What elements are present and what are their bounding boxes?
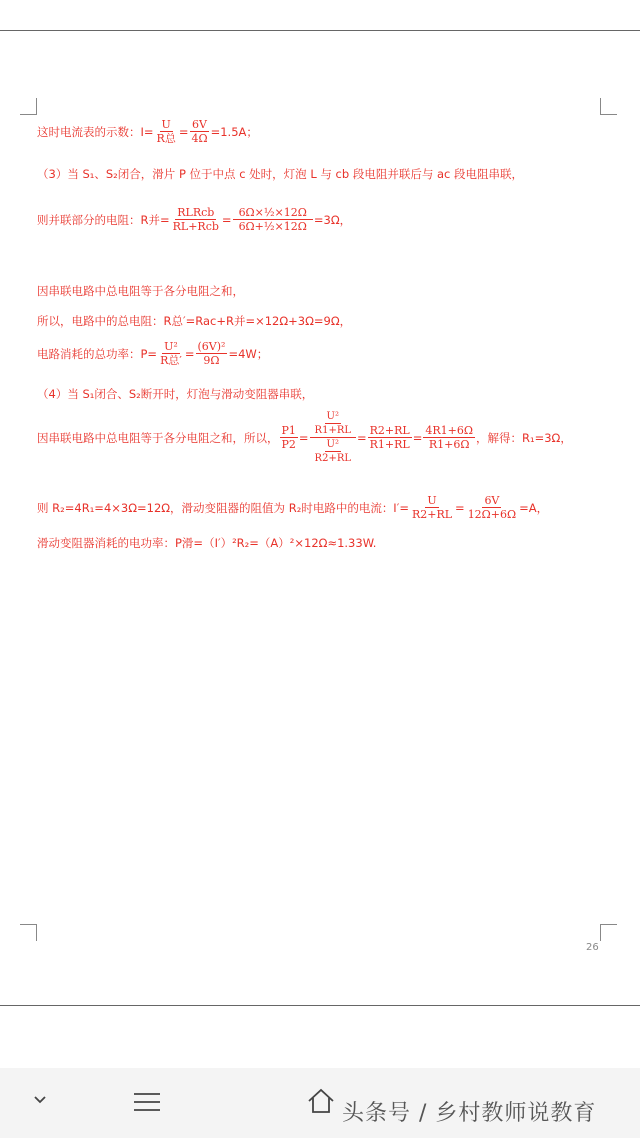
text: 则 R₂=4R₁=4×3Ω=12Ω，滑动变阻器的阻值为 R₂时电路中的电流：I′=: [37, 500, 409, 515]
line-series-rule: [37, 283, 244, 299]
text: =: [184, 346, 195, 361]
denominator: R总: [156, 132, 176, 145]
denominator: R1+6Ω: [428, 438, 470, 451]
fraction: [410, 494, 454, 521]
numerator: U: [161, 118, 171, 131]
text: =4W；: [228, 346, 269, 361]
line-ammeter-reading: [37, 118, 258, 145]
text: =: [412, 430, 423, 445]
line-total-power: [37, 340, 268, 367]
fraction: [313, 438, 353, 465]
denominator: 12Ω+6Ω: [467, 508, 517, 521]
crop-mark-bottom-right: [600, 924, 617, 941]
denominator: R总′: [160, 354, 182, 367]
fraction: [189, 118, 209, 145]
fraction: [158, 340, 184, 367]
text: 这时电流表的示数：: [37, 124, 141, 139]
text: 电路消耗的总功率：P=: [37, 346, 158, 361]
watermark: 头条号 / 乡村教师说教育: [342, 1101, 597, 1126]
text: 滑动变阻器消耗的电功率：P滑=（I′）²R₂=（A）²×12Ω≈1.33W.: [37, 536, 377, 550]
line-total-resistance: [37, 313, 351, 329]
numerator: R2+RL: [369, 424, 410, 437]
numerator: U²: [326, 411, 339, 422]
text: 因串联电路中总电阻等于各分电阻之和，: [37, 284, 244, 298]
fraction: [368, 424, 412, 451]
numerator: P1: [281, 424, 296, 437]
numerator: [310, 410, 356, 438]
numerator: 4R1+6Ω: [425, 424, 473, 437]
text: =: [221, 212, 232, 227]
denominator: 4Ω: [191, 132, 208, 145]
denominator: R1+RL: [369, 438, 410, 451]
fraction: [423, 424, 475, 451]
text: =A，: [519, 500, 549, 515]
fraction: [280, 424, 298, 451]
denominator: 6Ω+½×12Ω: [238, 220, 307, 233]
page-number: 26: [586, 942, 599, 953]
text: =: [178, 124, 189, 139]
numerator: U²: [326, 439, 339, 450]
text: =: [455, 500, 465, 515]
chevron-down-icon[interactable]: [30, 1090, 50, 1115]
numerator: 6V: [192, 118, 207, 131]
line-current: [37, 494, 548, 521]
denominator: P2: [281, 438, 296, 451]
denominator: R2+RL: [411, 508, 453, 521]
crop-mark-bottom-left: [20, 924, 37, 941]
menu-icon[interactable]: [132, 1090, 162, 1119]
text: 则并联部分的电阻：R并=: [37, 212, 170, 227]
text: =3Ω，: [313, 212, 352, 227]
text: （3）当 S₁、S₂闭合，滑片 P 位于中点 c 处时，灯泡 L 与 cb 段电阻并联后与 ac 段电阻串联，: [37, 167, 524, 181]
numerator: U: [427, 494, 437, 507]
text: =: [357, 430, 367, 445]
numerator: 6V: [484, 494, 500, 507]
text: ，解得：R₁=3Ω，: [476, 430, 572, 445]
crop-mark-top-left: [20, 98, 37, 115]
line-rheostat-power: [37, 535, 376, 551]
fraction: [466, 494, 518, 521]
numerator: (6V)²: [197, 340, 226, 353]
denominator: R1+RL: [314, 425, 351, 436]
fraction: [233, 206, 313, 233]
home-icon[interactable]: [306, 1086, 336, 1121]
compound-fraction: [310, 410, 356, 465]
text: 因串联电路中总电阻等于各分电阻之和，所以，: [37, 430, 279, 445]
denominator: [310, 438, 356, 465]
line-part3-intro: [37, 166, 523, 182]
text: =: [298, 430, 309, 445]
denominator: RL+Rcb: [172, 220, 219, 233]
line-parallel-resistance: [37, 206, 351, 233]
fraction: [171, 206, 221, 233]
numerator: U²: [164, 340, 178, 353]
fraction: [155, 118, 178, 145]
line-part4-intro: [37, 386, 313, 402]
denominator: 9Ω: [203, 354, 220, 367]
bottom-divider: [0, 1005, 640, 1006]
text: I=: [140, 124, 154, 139]
crop-mark-top-right: [600, 98, 617, 115]
numerator: 6Ω×½×12Ω: [233, 206, 313, 220]
text: （4）当 S₁闭合、S₂断开时，灯泡与滑动变阻器串联，: [37, 387, 314, 401]
text: =1.5A；: [210, 124, 258, 139]
fraction: [196, 340, 228, 367]
fraction: [313, 410, 353, 437]
denominator: R2+RL: [314, 453, 351, 464]
text: 所以，电路中的总电阻：R总′=Rac+R并=×12Ω+3Ω=9Ω，: [37, 314, 352, 328]
numerator: RLRcb: [177, 206, 215, 219]
top-divider: [0, 30, 640, 31]
line-power-ratio: [37, 410, 572, 465]
